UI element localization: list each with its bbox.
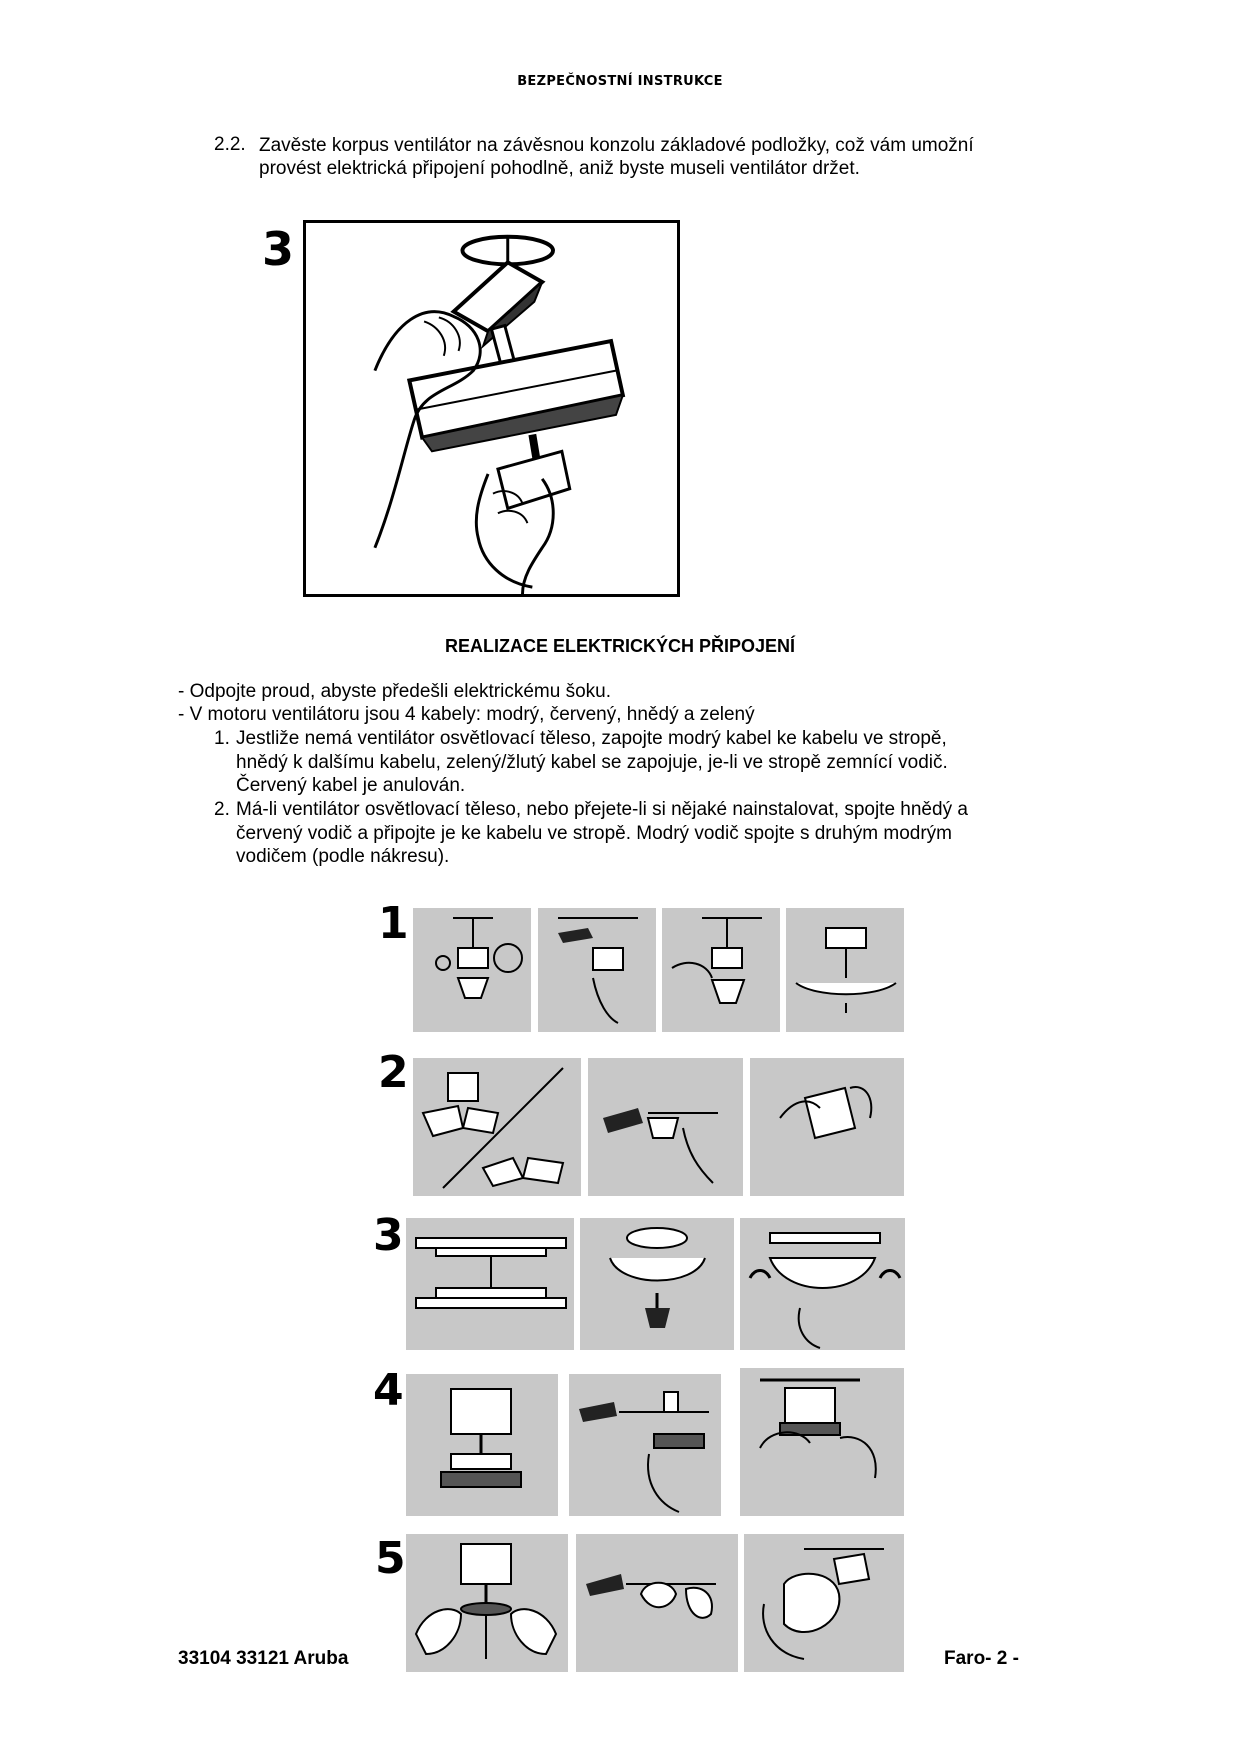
figure-label: 3 <box>262 222 295 276</box>
diagram-panel <box>413 908 531 1032</box>
item-number: 2. <box>214 799 230 820</box>
page-header: BEZPEČNOSTNÍ INSTRUKCE <box>517 74 723 89</box>
diagram-panel <box>406 1534 568 1672</box>
diagram-panel <box>580 1218 734 1350</box>
diagram-panel <box>538 908 656 1032</box>
diagram-row-label: 3 <box>373 1210 404 1261</box>
diagram-row-label: 2 <box>378 1047 409 1098</box>
step-number: 2.2. <box>214 134 246 155</box>
diagram-panel <box>740 1218 905 1350</box>
diagram-panel <box>740 1368 904 1516</box>
diagram-panel <box>413 1058 581 1196</box>
item-line: Má-li ventilátor osvětlovací těleso, nebo přejete-li si nějaké nainstalovat, spojte hnědý a <box>236 799 968 820</box>
figure-hanging-fan <box>303 220 680 597</box>
bullet-item: - V motoru ventilátoru jsou 4 kabely: modrý, červený, hnědý a zelený <box>178 704 755 725</box>
step-text-line: Zavěste korpus ventilátor na závěsnou konzolu základové podložky, což vám umožní <box>259 135 974 156</box>
footer-model: 33104 33121 Aruba <box>178 1648 349 1669</box>
diagram-panel <box>786 908 904 1032</box>
diagram-panel <box>662 908 780 1032</box>
item-number: 1. <box>214 728 230 749</box>
diagram-panel <box>569 1374 721 1516</box>
item-line: vodičem (podle nákresu). <box>236 846 450 867</box>
diagram-row-label: 5 <box>375 1533 406 1584</box>
item-line: Červený kabel je anulován. <box>236 775 466 796</box>
section-title: REALIZACE ELEKTRICKÝCH PŘIPOJENÍ <box>444 636 796 656</box>
diagram-panel <box>406 1374 558 1516</box>
step-text-line: provést elektrická připojení pohodlně, aniž byste museli ventilátor držet. <box>259 158 860 179</box>
footer-page: Faro- 2 - <box>944 1648 1019 1669</box>
item-line: červený vodič a připojte je ke kabelu ve stropě. Modrý vodič spojte s druhým modrým <box>236 822 952 844</box>
step-text <box>259 134 1069 180</box>
numbered-item <box>0 727 1240 807</box>
bullet-item: - Odpojte proud, abyste předešli elektrickému šoku. <box>178 681 611 702</box>
diagram-row-label: 1 <box>378 898 409 949</box>
diagram-panel <box>576 1534 738 1672</box>
diagram-row-label: 4 <box>373 1365 404 1416</box>
diagram-panel <box>744 1534 904 1672</box>
diagram-panel <box>750 1058 904 1196</box>
item-line: hnědý k dalšímu kabelu, zelený/žlutý kabel se zapojuje, je-li ve stropě zemnící vodič. <box>236 751 948 773</box>
item-line: Jestliže nemá ventilátor osvětlovací těleso, zapojte modrý kabel ke kabelu ve stropě, <box>236 728 947 749</box>
hands-hanging-fan-illustration <box>306 223 677 594</box>
diagram-panel <box>406 1218 574 1350</box>
diagram-panel <box>588 1058 743 1196</box>
numbered-item <box>0 798 1240 878</box>
